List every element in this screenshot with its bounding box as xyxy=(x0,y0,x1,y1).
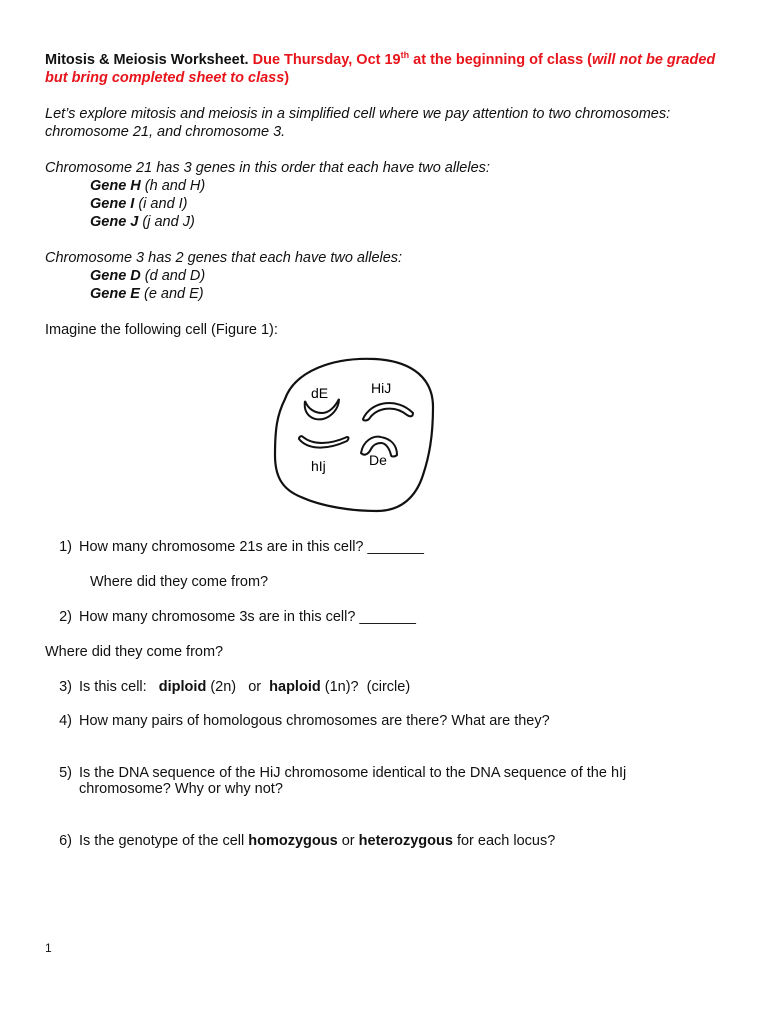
q3-mid1: (2n) or xyxy=(206,678,270,695)
chromosome-hIj xyxy=(299,436,349,447)
question-5 xyxy=(45,765,725,797)
question-4-text: How many pairs of homologous chromosomes are there? What are they? xyxy=(79,712,550,729)
gene-d-alleles: (d and D) xyxy=(140,267,206,284)
question-4-number: 4) xyxy=(59,712,72,729)
gene-d-line xyxy=(45,267,725,285)
q6-pre: Is the genotype of the cell xyxy=(79,832,249,849)
cell-membrane xyxy=(275,359,433,511)
question-2-number: 2) xyxy=(59,608,72,625)
question-2-text: How many chromosome 3s are in this cell? _______ xyxy=(79,608,416,625)
gene-e-alleles: (e and E) xyxy=(139,285,204,302)
page-number: 1 xyxy=(45,941,52,955)
term-homozygous: homozygous xyxy=(248,832,338,849)
option-haploid[interactable]: haploid xyxy=(269,678,321,695)
cell-diagram xyxy=(273,357,443,525)
gene-i-alleles: (i and I) xyxy=(134,195,188,212)
question-4 xyxy=(45,713,725,729)
chr3-heading: Chromosome 3 has 2 genes that each have two alleles: xyxy=(45,249,403,266)
label-HiJ: HiJ xyxy=(371,379,392,396)
question-1-text: How many chromosome 21s are in this cell? _______ xyxy=(79,538,424,555)
gene-i-line xyxy=(45,195,725,213)
question-5-text: Is the DNA sequence of the HiJ chromosome identical to the DNA sequence of the hIj chromosome? Why or why not? xyxy=(79,764,627,797)
worksheet-title: Mitosis & Meiosis Worksheet. xyxy=(45,51,249,68)
question-1 xyxy=(45,539,725,555)
gene-h-name: Gene H xyxy=(90,177,141,194)
label-hIj: hIj xyxy=(311,457,326,474)
gene-h-line xyxy=(45,177,725,195)
question-3-number: 3) xyxy=(59,678,72,695)
gene-e-line xyxy=(45,285,725,303)
q3-pre: Is this cell: xyxy=(79,678,159,695)
gene-j-line xyxy=(45,213,725,231)
label-De: De xyxy=(369,451,387,468)
label-dE: dE xyxy=(311,384,329,401)
question-2 xyxy=(45,609,725,625)
figure-1-cell xyxy=(45,357,725,529)
gene-j-alleles: (j and J) xyxy=(138,213,195,230)
due-close: ) xyxy=(284,69,290,86)
question-6-number: 6) xyxy=(59,832,72,849)
question-6-text xyxy=(72,833,555,849)
figure-intro: Imagine the following cell (Figure 1): xyxy=(45,321,278,338)
question-1-follow: Where did they come from? xyxy=(90,573,269,590)
due-note: will not be graded but bring completed sheet to class xyxy=(45,51,716,86)
due-date-sup: th xyxy=(400,50,410,60)
chromosome-HiJ xyxy=(363,403,413,421)
due-date-text-2: at the beginning of class ( xyxy=(409,51,593,68)
question-6 xyxy=(45,833,725,849)
question-3 xyxy=(45,679,725,695)
q6-post: for each locus? xyxy=(452,832,556,849)
option-diploid[interactable]: diploid xyxy=(158,678,207,695)
intro-paragraph: Let’s explore mitosis and meiosis in a simplified cell where we pay attention to two chromosomes: chromosome 21, and chromosome 3. xyxy=(45,105,671,140)
worksheet-page xyxy=(45,46,725,849)
gene-i-name: Gene I xyxy=(90,195,135,212)
gene-h-alleles: (h and H) xyxy=(140,177,206,194)
q6-mid: or xyxy=(337,832,359,849)
chromosome-dE xyxy=(305,399,339,419)
chr21-heading: Chromosome 21 has 3 genes in this order that each have two alleles: xyxy=(45,159,490,176)
q3-mid2: (1n)? (circle) xyxy=(320,678,411,695)
worksheet-header xyxy=(45,46,725,87)
due-date-text: Due Thursday, Oct 19 xyxy=(252,51,401,68)
gene-d-name: Gene D xyxy=(90,267,141,284)
gene-j-name: Gene J xyxy=(90,213,139,230)
term-heterozygous: heterozygous xyxy=(358,832,453,849)
question-3-text xyxy=(72,679,410,695)
question-1-number: 1) xyxy=(59,538,72,555)
question-5-number: 5) xyxy=(59,764,72,781)
question-2-follow: Where did they come from? xyxy=(45,643,224,660)
gene-e-name: Gene E xyxy=(90,285,140,302)
